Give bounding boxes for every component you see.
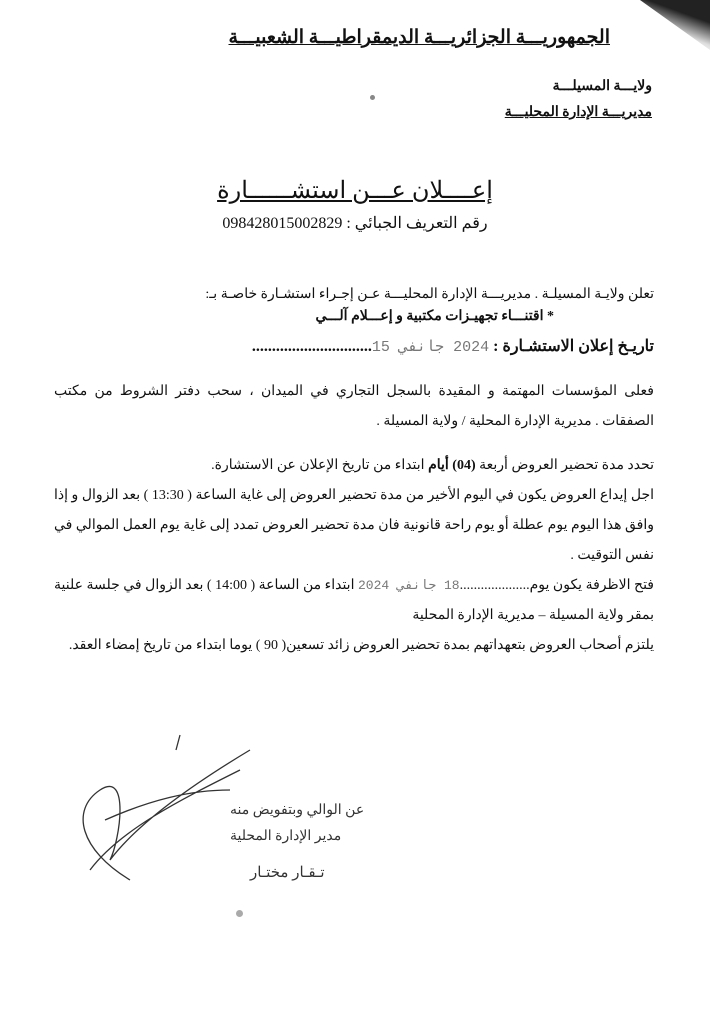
announce-date-stamp: 2024 جانفي 15 — [371, 339, 490, 356]
scan-speck — [236, 910, 243, 917]
opening-date-stamp: 18 جانفي 2024 — [358, 578, 460, 593]
duration-text-end: ابتداء من تاريخ الإعلان عن الاستشارة. — [211, 458, 429, 473]
announce-date-dots: .............................. — [251, 338, 372, 355]
scan-corner-shadow — [640, 0, 710, 50]
opening-dots: .................... — [459, 578, 530, 593]
signature-line-2: مدير الإدارة المحلية — [230, 829, 342, 844]
document-body — [54, 284, 654, 661]
paragraph-deposit: اجل إيداع العروض يكون في اليوم الأخير من مدة تحضير العروض إلى غاية الساعة ( 13:30 ) بعد الزوال و إذا وافق هذا اليوم يوم عطلة أو يوم راحة قانونية فان مدة تحضير العروض تمدد إلى غاية يوم العمل الموالي في نفس التوقيت . — [54, 488, 654, 563]
paragraph-commitment: يلتزم أصحاب العروض بتعهداتهم بمدة تحضير العروض زائد تسعين( 90 ) يوما ابتداء من تاريخ إمضاء العقد. — [68, 638, 654, 653]
handwritten-signature — [60, 730, 260, 910]
signatory-name: تـقـار مختـار — [250, 865, 325, 881]
opening-label: فتح الاظرفة يكون يوم — [529, 578, 654, 593]
subject: * اقتنـــاء تجهيـزات مكتبية و إعـــلام آلـــي — [315, 309, 554, 324]
signature-line-1: عن الوالي وبتفويض منه — [230, 803, 365, 818]
intro-text: تعلن ولايـة المسيلـة . مديريـــة الإدارة المحليـــة عـن إجـراء استشـارة خاصـة بـ: — [205, 287, 654, 302]
directorate-name: مديريـــة الإدارة المحليـــة — [504, 105, 652, 120]
paragraph-withdrawal: فعلى المؤسسات المهتمة و المقيدة بالسجل التجاري في الميدان ، سحب دفتر الشروط من مكتب الصفقات . مديرية الإدارة المحلية / ولاية المسيلة . — [54, 384, 654, 429]
paragraph-duration — [54, 451, 654, 481]
announce-date — [54, 332, 654, 363]
scan-speck — [370, 95, 375, 100]
republic-header: الجمهوريـــة الجزائريـــة الديمقراطيـــة الشعبيـــة — [228, 27, 610, 48]
opening-text: ابتداء من الساعة ( 14:00 ) بعد الزوال في جلسة علنية بمقر ولاية المسيلة – مديرية الإدارة المحلية — [54, 578, 654, 623]
duration-text: تحدد مدة تحضير العروض أربعة — [475, 458, 654, 473]
paragraph-opening — [54, 571, 654, 631]
document-title: إعــــلان عـــن استشــــــارة — [217, 178, 493, 204]
wilaya-name: ولايـــة المسيلـــة — [552, 79, 652, 94]
announce-date-label: تاريـخ إعلان الاستشـارة : — [489, 338, 654, 355]
duration-days: (04) أيام — [428, 458, 476, 473]
tax-id: رقم التعريف الجبائي : 098428015002829 — [222, 215, 488, 232]
